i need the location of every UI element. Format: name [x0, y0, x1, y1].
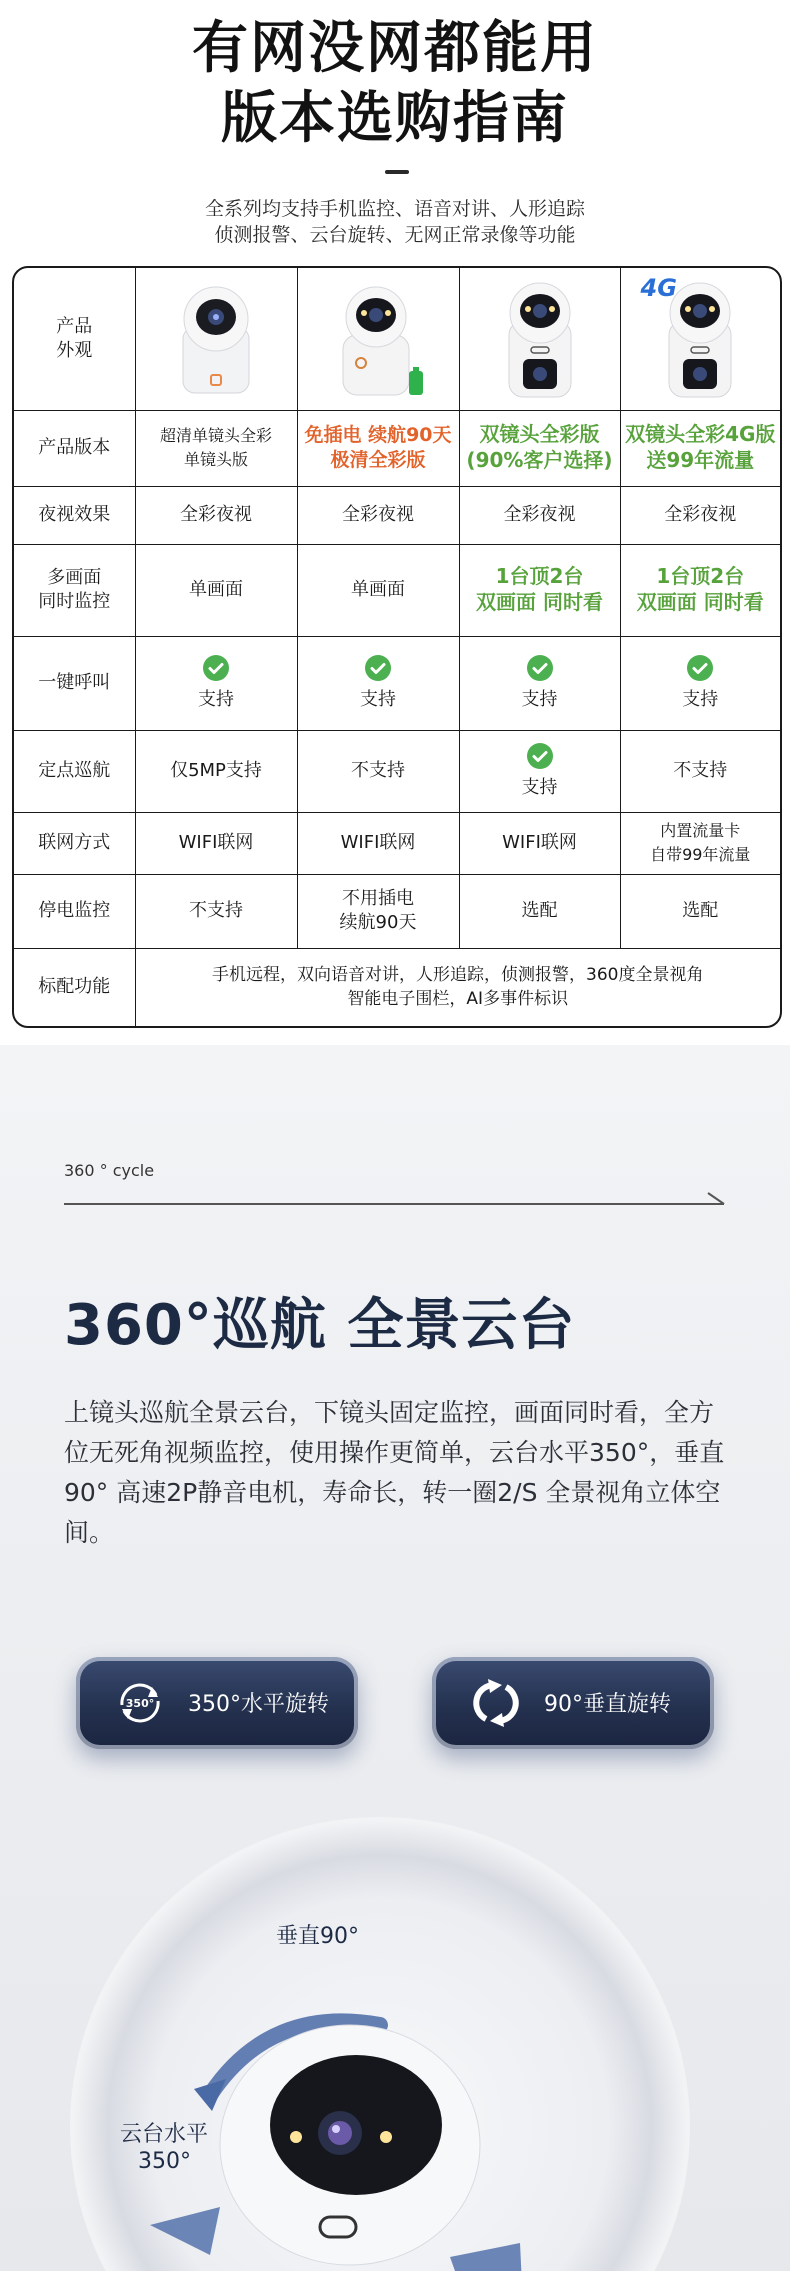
poweroff-cell-1: 不支持: [135, 874, 297, 948]
product-image-3: [459, 268, 620, 410]
night-cell-1: 全彩夜视: [135, 486, 297, 544]
vertical-rotate-button[interactable]: [432, 1657, 714, 1749]
check-icon: [364, 654, 392, 682]
poweroff-cell-4: 选配: [620, 874, 780, 948]
patrol-cell-1: 仅5MP支持: [135, 730, 297, 812]
table-row-network: [14, 812, 780, 874]
title-divider: [385, 170, 409, 174]
poweroff-cell-3: 选配: [459, 874, 620, 948]
table-row-version: [14, 410, 780, 486]
camera-dual-lens-icon: [495, 277, 585, 401]
call-cell-3: 支持: [459, 636, 620, 730]
rotate-vertical-icon: [468, 1675, 524, 1731]
horizontal-rotate-button[interactable]: [76, 1657, 358, 1749]
product-image-1: [135, 268, 297, 410]
network-cell-3: WIFI联网: [459, 812, 620, 874]
check-icon: [526, 742, 554, 770]
version-cell-2: 免插电 续航90天 极清全彩版: [297, 410, 459, 486]
night-cell-3: 全彩夜视: [459, 486, 620, 544]
table-row-night-vision: [14, 486, 780, 544]
patrol-cell-4: 不支持: [620, 730, 780, 812]
table-row-standard: [14, 948, 780, 1026]
arrow-right-icon: [706, 1191, 726, 1205]
table-row-multiview: [14, 544, 780, 636]
cycle-divider: [64, 1203, 724, 1205]
cycle-label: 360 ° cycle: [64, 1161, 155, 1180]
comparison-table: [12, 266, 782, 1028]
row-label-multiview: 多画面 同时监控: [14, 544, 135, 636]
multiview-cell-1: 单画面: [135, 544, 297, 636]
patrol-cell-3: 支持: [459, 730, 620, 812]
camera-single-lens-icon: [171, 277, 261, 401]
patrol-cell-2: 不支持: [297, 730, 459, 812]
call-cell-4: 支持: [620, 636, 780, 730]
version-cell-1: 超清单镜头全彩 单镜头版: [135, 410, 297, 486]
row-label-patrol: 定点巡航: [14, 730, 135, 812]
standard-features-text: 手机远程，双向语音对讲，人形追踪，侦测报警，360度全景视角 智能电子围栏，AI多事件标识: [135, 948, 780, 1026]
svg-text:350°: 350°: [125, 1697, 155, 1710]
horizontal-label-line2: 350°: [138, 2149, 191, 2174]
poweroff-cell-2: 不用插电 续航90天: [297, 874, 459, 948]
multiview-cell-2: 单画面: [297, 544, 459, 636]
night-cell-4: 全彩夜视: [620, 486, 780, 544]
multiview-cell-3: 1台顶2台 双画面 同时看: [459, 544, 620, 636]
row-label-poweroff: 停电监控: [14, 874, 135, 948]
table-row-poweroff: [14, 874, 780, 948]
product-image-2: [297, 268, 459, 410]
row-label-appearance: 产品 外观: [14, 268, 135, 410]
check-icon: [526, 654, 554, 682]
page-title-line2: 版本选购指南: [221, 86, 569, 151]
call-cell-1: 支持: [135, 636, 297, 730]
version-cell-4: 双镜头全彩4G版 送99年流量: [620, 410, 780, 486]
row-label-standard: 标配功能: [14, 948, 135, 1026]
table-row-appearance: [14, 268, 780, 410]
subtitle-line1: 全系列均支持手机监控、语音对讲、人形追踪: [204, 198, 585, 220]
rotate-350-icon: [112, 1675, 168, 1731]
row-label-version: 产品版本: [14, 410, 135, 486]
row-label-call: 一键呼叫: [14, 636, 135, 730]
row-label-night-vision: 夜视效果: [14, 486, 135, 544]
night-cell-2: 全彩夜视: [297, 486, 459, 544]
check-icon: [686, 654, 714, 682]
version-cell-3: 双镜头全彩版 (90%客户选择): [459, 410, 620, 486]
network-cell-4: 内置流量卡 自带99年流量: [620, 812, 780, 874]
network-cell-2: WIFI联网: [297, 812, 459, 874]
check-icon: [202, 654, 230, 682]
horizontal-label-line1: 云台水平: [120, 2122, 209, 2147]
product-image-4: [620, 268, 780, 410]
vertical-90-label: 垂直90°: [276, 1924, 359, 1949]
table-row-call: [14, 636, 780, 730]
multiview-cell-4: 1台顶2台 双画面 同时看: [620, 544, 780, 636]
row-label-network: 联网方式: [14, 812, 135, 874]
camera-battery-icon: [323, 277, 433, 401]
page-title-line1: 有网没网都能用: [192, 16, 598, 81]
cycle-title: 360°巡航 全景云台: [64, 1293, 576, 1358]
call-cell-2: 支持: [297, 636, 459, 730]
vertical-rotate-label: 90°垂直旋转: [544, 1692, 671, 1717]
table-row-patrol: [14, 730, 780, 812]
horizontal-rotate-label: 350°水平旋转: [188, 1692, 329, 1717]
cycle-section: [0, 1045, 790, 2271]
network-cell-1: WIFI联网: [135, 812, 297, 874]
subtitle-line2: 侦测报警、云台旋转、无网正常录像等功能: [214, 224, 576, 246]
cycle-description: 上镜头巡航全景云台，下镜头固定监控，画面同时看，全方位无死角视频监控，使用操作更简单，云台水平350°，垂直90° 高速2P静音电机，寿命长，转一圈2/S 全景视角立体空间。: [64, 1398, 725, 1547]
badge-4g: 4G: [640, 274, 677, 302]
